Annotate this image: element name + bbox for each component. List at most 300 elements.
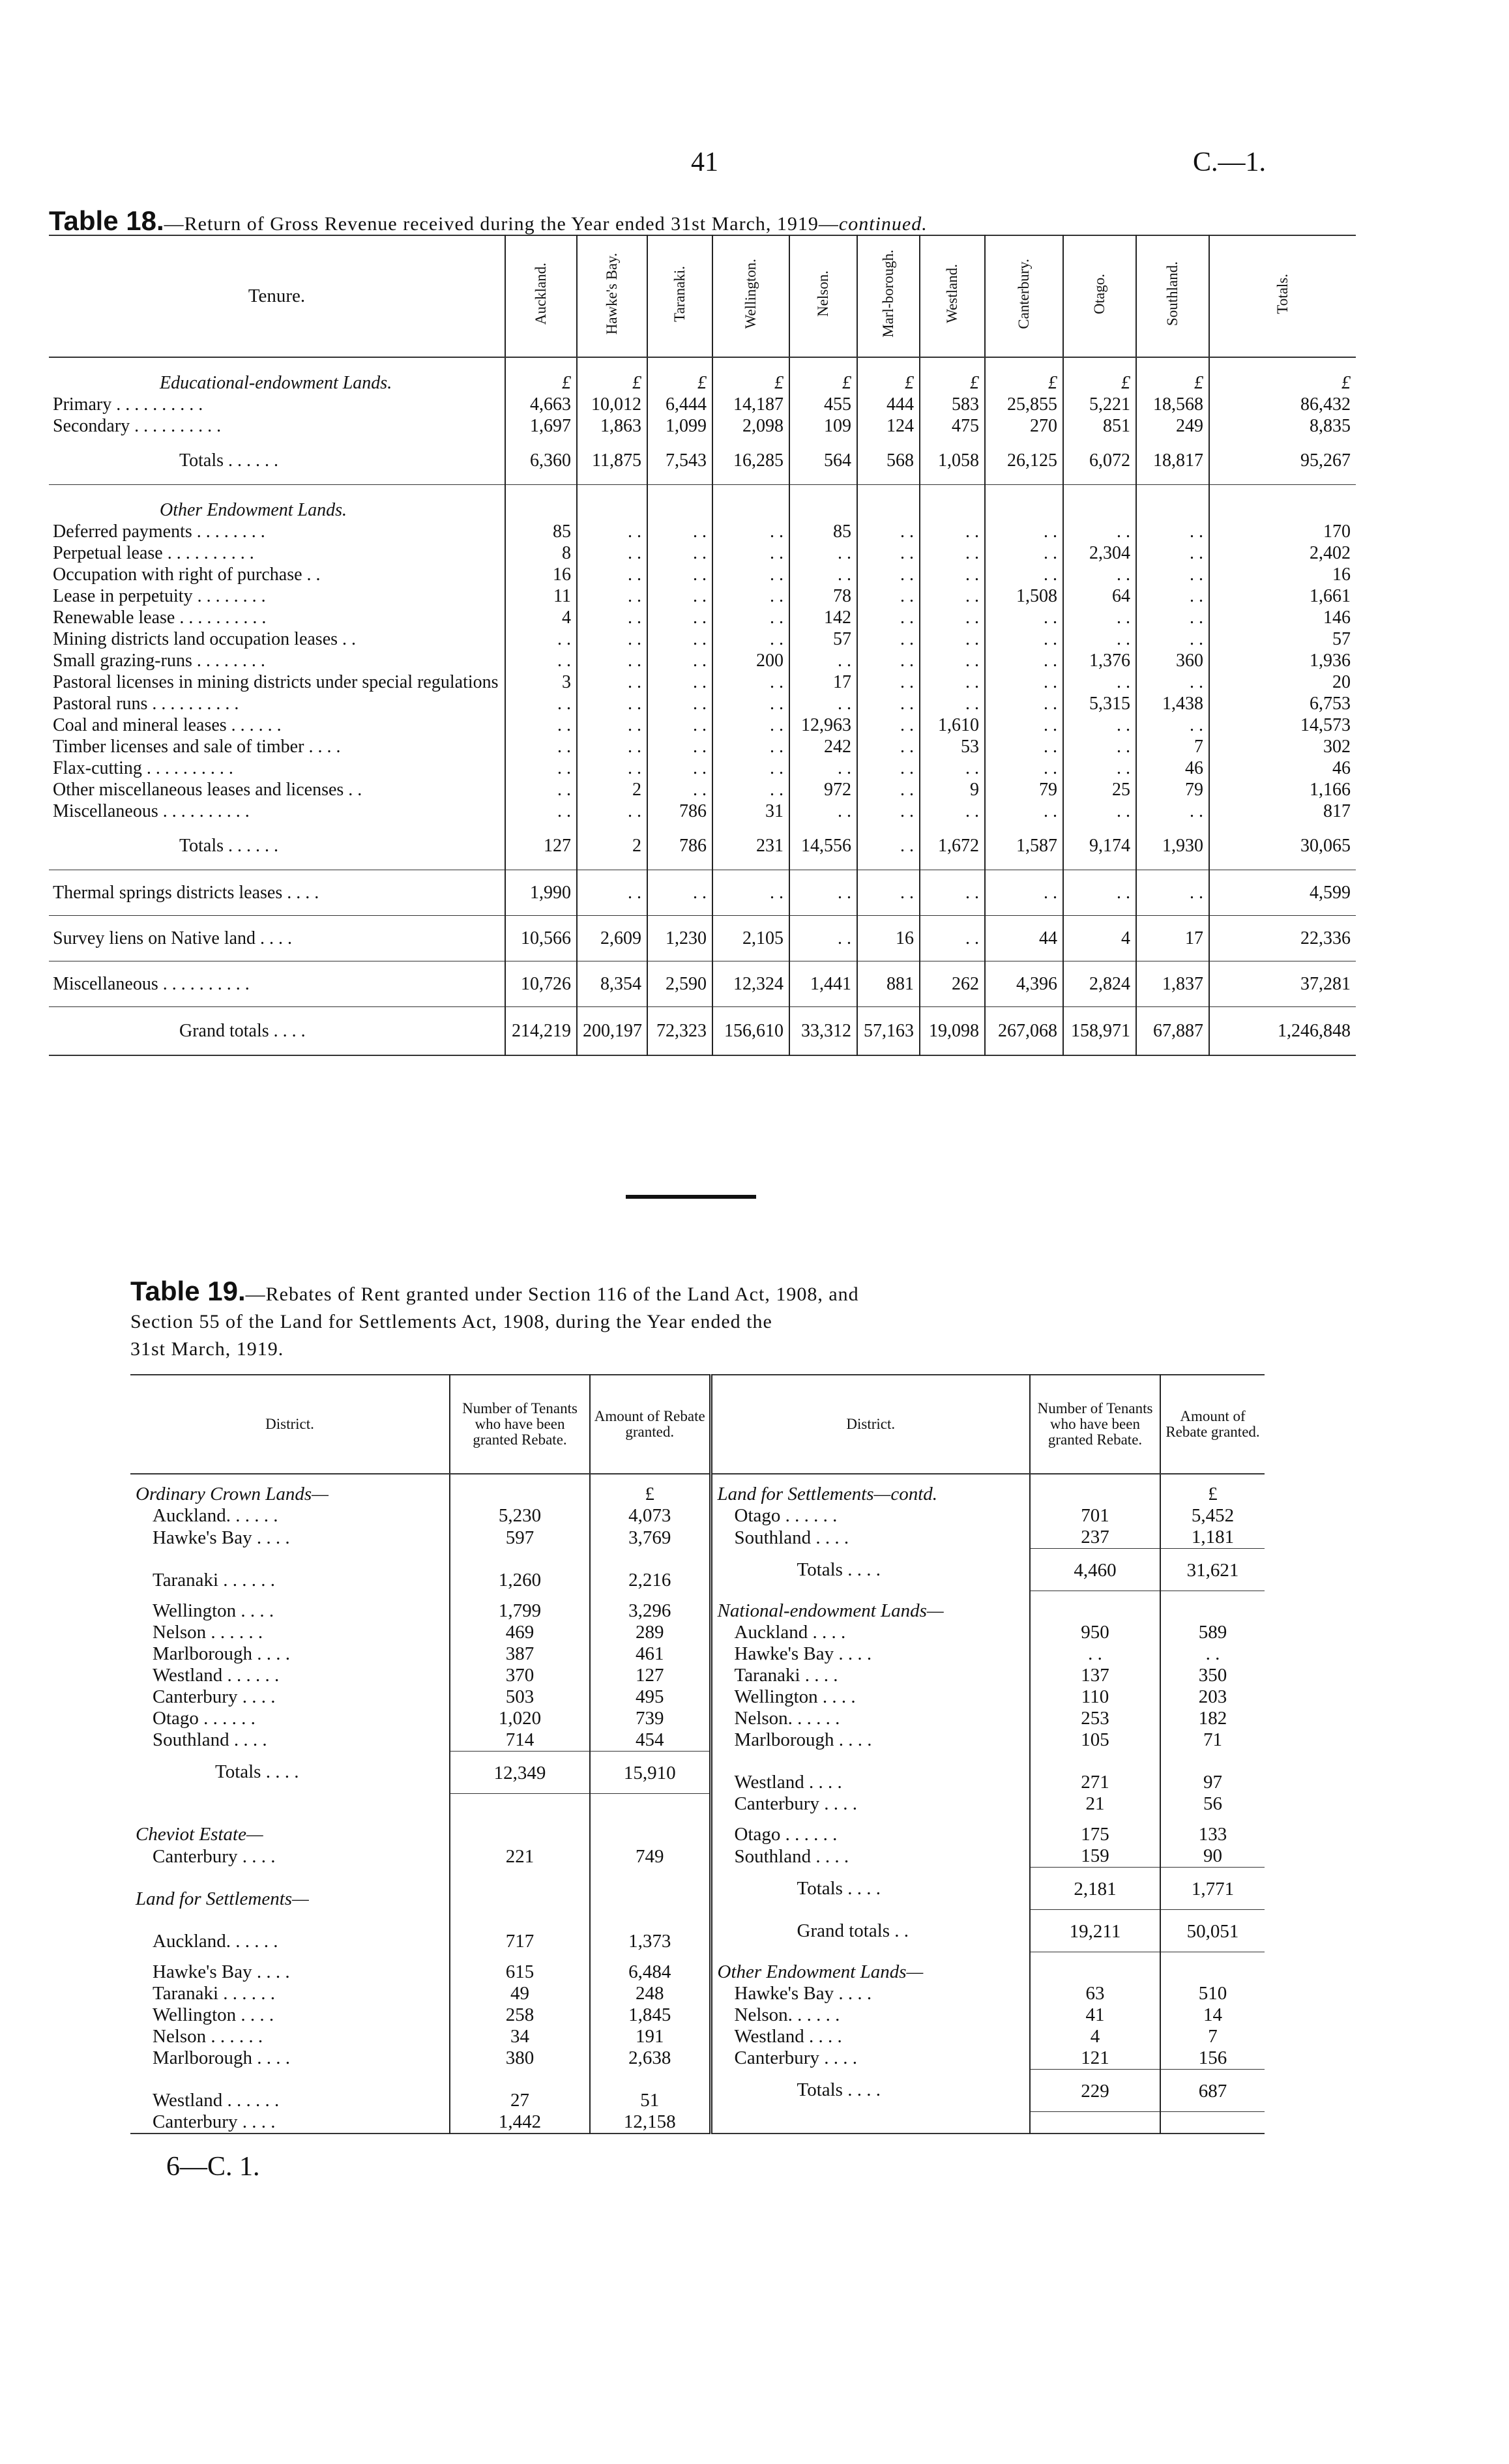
table-cell: . . [789, 542, 857, 564]
tenant-count: 49 [450, 1983, 590, 2004]
district-label: Hawke's Bay . . . . [153, 1527, 290, 1548]
column-header-label: Marl-borough. [880, 250, 896, 338]
rebate-amount: £ [1160, 1474, 1265, 1505]
table-cell: 53 [920, 736, 985, 757]
district-label: Totals . . . . [711, 2069, 1030, 2111]
column-header-label: Wellington. [742, 258, 759, 329]
table-row [130, 1845, 1265, 1868]
table-cell: 86,432 [1209, 394, 1356, 415]
district-label: Nelson. . . . . . [711, 2004, 1030, 2026]
table-row [130, 2069, 1265, 2111]
table18-label: Table 18. [49, 205, 164, 236]
table-cell: . . [857, 736, 920, 757]
row-label: Renewable lease . . . . . . . . . . [53, 608, 267, 628]
table-row [49, 671, 1356, 693]
table-cell: . . [1136, 585, 1209, 607]
table-cell: 46 [1209, 757, 1356, 779]
table-cell: . . [577, 607, 647, 628]
rebate-amount: 1,771 [1160, 1868, 1265, 1910]
table-cell: . . [647, 585, 712, 607]
column-header-district-left: District. [130, 1375, 450, 1474]
table-cell: 200,197 [577, 1007, 647, 1056]
district-label: Wellington . . . . [153, 2004, 274, 2025]
table-row [130, 1868, 1265, 1910]
table-row [130, 1952, 1265, 1983]
tenant-count: 237 [1030, 1527, 1160, 1549]
table-cell: . . [857, 585, 920, 607]
rebate-amount: 2,638 [590, 2047, 711, 2070]
table-cell: 200 [712, 650, 789, 671]
rebate-amount: 687 [1160, 2069, 1265, 2111]
table-cell: 79 [1136, 779, 1209, 800]
rebate-amount: 1,373 [590, 1910, 711, 1952]
tenant-count [450, 1793, 590, 1815]
table-cell: . . [857, 607, 920, 628]
table-cell: £ [985, 357, 1063, 394]
table-cell: . . [712, 542, 789, 564]
table-cell: £ [789, 357, 857, 394]
column-header-label: Westland. [944, 264, 960, 323]
tenant-count: 4 [1030, 2026, 1160, 2047]
rebate-amount: 1,845 [590, 2004, 711, 2026]
district-label: Grand totals . . [711, 1910, 1030, 1952]
table-cell: . . [647, 650, 712, 671]
district-label: Westland . . . . . . [153, 2090, 280, 2111]
table-cell [647, 485, 712, 521]
table-cell: . . [647, 870, 712, 916]
column-header-label: Southland. [1164, 261, 1180, 327]
rebate-amount: 127 [590, 1665, 711, 1686]
row-label: Other Endowment Lands. [160, 500, 347, 520]
table-cell: . . [1063, 714, 1136, 736]
column-header-number-right: Number of Tenants who have been granted Rebate. [1030, 1375, 1160, 1474]
district-label: Nelson . . . . . . [153, 2025, 263, 2047]
table-cell: . . [985, 650, 1063, 671]
column-header-region [1136, 235, 1209, 357]
table-row [130, 2026, 1265, 2047]
table-cell: £ [577, 357, 647, 394]
table-cell: 57 [789, 628, 857, 650]
table-row [130, 1910, 1265, 1952]
table-cell: 18,568 [1136, 394, 1209, 415]
table-cell: 1,610 [920, 714, 985, 736]
table-cell: . . [1063, 800, 1136, 822]
table-row [130, 2111, 1265, 2134]
table-cell: . . [857, 822, 920, 870]
table-cell: 4 [505, 607, 577, 628]
table-cell: 2,098 [712, 415, 789, 437]
table-cell: 146 [1209, 607, 1356, 628]
district-label: Totals . . . . [711, 1868, 1030, 1910]
table-cell: 14,556 [789, 822, 857, 870]
tenant-count [1030, 1952, 1160, 1983]
tenant-count: 110 [1030, 1686, 1160, 1708]
district-label: Canterbury . . . . [153, 1845, 276, 1867]
table-cell: 7,543 [647, 437, 712, 485]
table-cell: . . [577, 736, 647, 757]
table-cell: 267,068 [985, 1007, 1063, 1056]
district-label: Totals . . . . [215, 1761, 299, 1782]
table-cell: . . [985, 671, 1063, 693]
table-cell: . . [1063, 671, 1136, 693]
table19-title [130, 1278, 1265, 1363]
table-row [49, 607, 1356, 628]
table-cell: 170 [1209, 521, 1356, 542]
rebate-amount: 156 [1160, 2047, 1265, 2070]
table-cell: £ [857, 357, 920, 394]
table-cell [1063, 485, 1136, 521]
table-cell: . . [920, 916, 985, 961]
rebate-amount: 51 [590, 2069, 711, 2111]
table-cell: 46 [1136, 757, 1209, 779]
table-cell: 5,315 [1063, 693, 1136, 714]
table-row [49, 357, 1356, 394]
table-cell: . . [1136, 714, 1209, 736]
table-cell: . . [647, 628, 712, 650]
column-header-region [712, 235, 789, 357]
rebate-amount: 749 [590, 1845, 711, 1868]
table-row [49, 870, 1356, 916]
rebate-amount: 182 [1160, 1708, 1265, 1729]
table-cell: . . [857, 521, 920, 542]
column-header-region [577, 235, 647, 357]
document-reference: C.—1. [1193, 147, 1267, 177]
table-cell: . . [985, 564, 1063, 585]
table-cell: . . [712, 671, 789, 693]
district-label [130, 1793, 450, 1815]
table-cell: . . [789, 650, 857, 671]
tenant-count: 1,442 [450, 2111, 590, 2134]
table-cell: . . [1136, 542, 1209, 564]
tenant-count: 2,181 [1030, 1868, 1160, 1910]
district-label: Land for Settlements—contd. [711, 1474, 1030, 1505]
column-header-label: Canterbury. [1016, 258, 1032, 329]
table-cell: 2,402 [1209, 542, 1356, 564]
district-label: Auckland. . . . . . [153, 1505, 278, 1526]
district-label: Canterbury . . . . [711, 1793, 1030, 1815]
table-cell: . . [1063, 564, 1136, 585]
district-label: Canterbury . . . . [711, 2047, 1030, 2070]
table-cell: £ [1209, 357, 1356, 394]
table-cell: 16 [857, 916, 920, 961]
table-cell: 14,573 [1209, 714, 1356, 736]
rebate-amount: 50,051 [1160, 1910, 1265, 1952]
table-cell: 2 [577, 822, 647, 870]
table-cell: £ [1136, 357, 1209, 394]
table-cell: . . [985, 607, 1063, 628]
table-row [130, 2004, 1265, 2026]
table-cell: 1,230 [647, 916, 712, 961]
row-label: Timber licenses and sale of timber . . . . [53, 737, 341, 757]
table-cell: . . [789, 693, 857, 714]
rebate-amount: 7 [1160, 2026, 1265, 2047]
table19-title-line1: —Rebates of Rent granted under Section 116 of the Land Act, 1908, and [245, 1283, 859, 1305]
table-cell: 4,663 [505, 394, 577, 415]
table-row [130, 1983, 1265, 2004]
table-cell: 1,863 [577, 415, 647, 437]
column-header-region [920, 235, 985, 357]
table-row [130, 1751, 1265, 1793]
rebate-amount: 90 [1160, 1845, 1265, 1868]
table-cell: 44 [985, 916, 1063, 961]
table-cell: . . [789, 870, 857, 916]
table-cell: . . [920, 870, 985, 916]
table-cell: . . [712, 607, 789, 628]
tenant-count: 137 [1030, 1665, 1160, 1686]
table-row [130, 1665, 1265, 1686]
table-cell: 20 [1209, 671, 1356, 693]
table-cell: 444 [857, 394, 920, 415]
page-number: 41 [691, 147, 718, 177]
table-cell: 79 [985, 779, 1063, 800]
table-cell: . . [577, 585, 647, 607]
tenant-count: 63 [1030, 1983, 1160, 2004]
table-cell: 11 [505, 585, 577, 607]
row-label: Miscellaneous . . . . . . . . . . [49, 961, 505, 1007]
table-row [49, 585, 1356, 607]
table-cell: . . [712, 521, 789, 542]
table-row [49, 564, 1356, 585]
table-cell: 5,221 [1063, 394, 1136, 415]
table-cell: . . [712, 693, 789, 714]
tenant-count: 1,020 [450, 1708, 590, 1729]
table-row [49, 822, 1356, 870]
rebate-amount: 3,296 [590, 1591, 711, 1622]
table19 [130, 1374, 1265, 2134]
rebate-amount: 461 [590, 1643, 711, 1665]
table-cell: . . [985, 693, 1063, 714]
district-label: Westland . . . . [711, 1751, 1030, 1793]
table-cell: 72,323 [647, 1007, 712, 1056]
table-cell: . . [647, 779, 712, 800]
table-cell: 37,281 [1209, 961, 1356, 1007]
table-cell: 568 [857, 437, 920, 485]
table-cell: 109 [789, 415, 857, 437]
district-label: Canterbury . . . . [153, 1686, 276, 1707]
table-cell: 9 [920, 779, 985, 800]
table-cell: . . [985, 521, 1063, 542]
table-cell: 1,672 [920, 822, 985, 870]
table-cell: 360 [1136, 650, 1209, 671]
table-row [130, 2047, 1265, 2070]
table-row [130, 1527, 1265, 1549]
row-label: Lease in perpetuity . . . . . . . . [53, 586, 266, 606]
rebate-amount: 248 [590, 1983, 711, 2004]
table-cell: . . [647, 671, 712, 693]
rebate-amount: 14 [1160, 2004, 1265, 2026]
rebate-amount: 12,158 [590, 2111, 711, 2134]
table-cell: . . [857, 870, 920, 916]
table-cell: . . [505, 714, 577, 736]
table-cell: . . [857, 564, 920, 585]
table-cell [920, 485, 985, 521]
rebate-amount: 133 [1160, 1815, 1265, 1845]
row-label: Educational-endowment Lands. [160, 373, 392, 393]
table-cell: 158,971 [1063, 1007, 1136, 1056]
column-header-district-right: District. [711, 1375, 1030, 1474]
district-label: Otago . . . . . . [711, 1815, 1030, 1845]
tenant-count: 27 [450, 2069, 590, 2111]
table-row [49, 693, 1356, 714]
rebate-amount: 191 [590, 2026, 711, 2047]
table-row [49, 485, 1356, 521]
table-cell [712, 485, 789, 521]
rebate-amount: 203 [1160, 1686, 1265, 1708]
table18-title-text: —Return of Gross Revenue received during the Year ended 31st March, 1919— [164, 213, 839, 235]
table-cell: . . [647, 607, 712, 628]
table-cell: 1,837 [1136, 961, 1209, 1007]
table-cell [1209, 485, 1356, 521]
table-cell: 270 [985, 415, 1063, 437]
tenant-count: 258 [450, 2004, 590, 2026]
tenant-count: 717 [450, 1910, 590, 1952]
table-cell: 1,099 [647, 415, 712, 437]
table-cell: 1,936 [1209, 650, 1356, 671]
table-cell: 2,304 [1063, 542, 1136, 564]
table-cell: . . [920, 757, 985, 779]
table-cell: . . [789, 800, 857, 822]
rebate-amount: 15,910 [590, 1751, 711, 1793]
district-label: Southland . . . . [153, 1729, 267, 1750]
tenant-count: 380 [450, 2047, 590, 2070]
table-cell: . . [857, 628, 920, 650]
table-row [130, 1708, 1265, 1729]
table18-title-continued: continued. [838, 213, 928, 235]
table-cell: . . [647, 736, 712, 757]
tenant-count [450, 1868, 590, 1910]
tenant-count: 19,211 [1030, 1910, 1160, 1952]
district-label: Land for Settlements— [136, 1888, 309, 1909]
table-cell: 156,610 [712, 1007, 789, 1056]
column-header-label: Totals. [1274, 273, 1291, 314]
table-cell: . . [985, 628, 1063, 650]
table-cell: . . [1136, 564, 1209, 585]
tenant-count: 4,460 [1030, 1549, 1160, 1591]
row-label: Grand totals . . . . [49, 1007, 505, 1056]
table-cell: £ [920, 357, 985, 394]
table-cell: . . [1136, 671, 1209, 693]
district-label: Auckland . . . . [711, 1622, 1030, 1643]
table-cell: . . [920, 521, 985, 542]
table-cell: . . [647, 564, 712, 585]
table-cell: . . [1063, 607, 1136, 628]
table-cell: . . [920, 800, 985, 822]
row-label: Totals . . . . . . [49, 437, 505, 485]
table-cell: 25 [1063, 779, 1136, 800]
table-cell: 583 [920, 394, 985, 415]
table-cell: 16,285 [712, 437, 789, 485]
table-cell: . . [789, 916, 857, 961]
table-cell: 16 [505, 564, 577, 585]
district-label: Hawke's Bay . . . . [711, 1643, 1030, 1665]
rebate-amount [590, 1793, 711, 1815]
district-label: Otago . . . . . . [711, 1505, 1030, 1527]
rebate-amount [1160, 2111, 1265, 2134]
table-row [49, 757, 1356, 779]
table-cell: 242 [789, 736, 857, 757]
row-label: Thermal springs districts leases . . . . [49, 870, 505, 916]
table-row [130, 1793, 1265, 1815]
table19-title-line2: Section 55 of the Land for Settlements Act, 1908, during the Year ended the [130, 1311, 772, 1332]
table-cell: . . [857, 650, 920, 671]
table-cell: . . [577, 650, 647, 671]
district-label [711, 2111, 1030, 2134]
table-cell [789, 485, 857, 521]
district-label: Nelson. . . . . . [711, 1708, 1030, 1729]
table-cell: 1,246,848 [1209, 1007, 1356, 1056]
table-cell: . . [1136, 521, 1209, 542]
table-cell: 3 [505, 671, 577, 693]
table-cell: 10,012 [577, 394, 647, 415]
column-header-region [789, 235, 857, 357]
table-row [130, 1686, 1265, 1708]
table-cell: . . [712, 628, 789, 650]
column-header-label: Otago. [1091, 273, 1107, 314]
table-cell: . . [920, 607, 985, 628]
rebate-amount [1160, 1591, 1265, 1622]
column-header-label: Taranaki. [671, 265, 688, 322]
table-cell: 249 [1136, 415, 1209, 437]
row-label: Survey liens on Native land . . . . [49, 916, 505, 961]
tenant-count: 387 [450, 1643, 590, 1665]
row-label: Pastoral runs . . . . . . . . . . [53, 694, 239, 714]
table-cell: 2 [577, 779, 647, 800]
table-cell: 85 [789, 521, 857, 542]
tenant-count: 229 [1030, 2069, 1160, 2111]
district-label: Southland . . . . [711, 1845, 1030, 1868]
rebate-amount [1160, 1952, 1265, 1983]
table18-header-row [49, 235, 1356, 357]
tenant-count: . . [1030, 1643, 1160, 1665]
table-cell: 12,324 [712, 961, 789, 1007]
table-cell: 1,697 [505, 415, 577, 437]
table-cell: . . [505, 779, 577, 800]
district-label: Marlborough . . . . [153, 1643, 291, 1664]
table-cell: 1,441 [789, 961, 857, 1007]
table-cell: . . [985, 800, 1063, 822]
table-cell: 6,360 [505, 437, 577, 485]
table-cell: . . [1063, 870, 1136, 916]
table-cell: 57,163 [857, 1007, 920, 1056]
table-cell: 564 [789, 437, 857, 485]
table-row [49, 415, 1356, 437]
tenant-count [450, 1474, 590, 1505]
table-cell: . . [857, 800, 920, 822]
tenant-count: 714 [450, 1729, 590, 1752]
row-label: Occupation with right of purchase . . [53, 565, 321, 585]
table-cell: 786 [647, 822, 712, 870]
table-row [49, 1007, 1356, 1056]
table-cell: 18,817 [1136, 437, 1209, 485]
table-cell: 2,609 [577, 916, 647, 961]
row-label: Flax-cutting . . . . . . . . . . [53, 758, 233, 778]
table-cell: 31 [712, 800, 789, 822]
table-cell: 1,661 [1209, 585, 1356, 607]
table-cell: . . [1063, 628, 1136, 650]
table-cell: 17 [789, 671, 857, 693]
table-cell: £ [505, 357, 577, 394]
tenant-count: 121 [1030, 2047, 1160, 2070]
table-cell: 30,065 [1209, 822, 1356, 870]
table-cell: 127 [505, 822, 577, 870]
tenant-count [1030, 1474, 1160, 1505]
table-cell: . . [920, 564, 985, 585]
district-label: Westland . . . . . . [153, 1664, 280, 1686]
district-label: Westland . . . . [711, 2026, 1030, 2047]
table-cell: . . [857, 693, 920, 714]
table-cell: . . [577, 870, 647, 916]
tenant-count: 701 [1030, 1505, 1160, 1527]
